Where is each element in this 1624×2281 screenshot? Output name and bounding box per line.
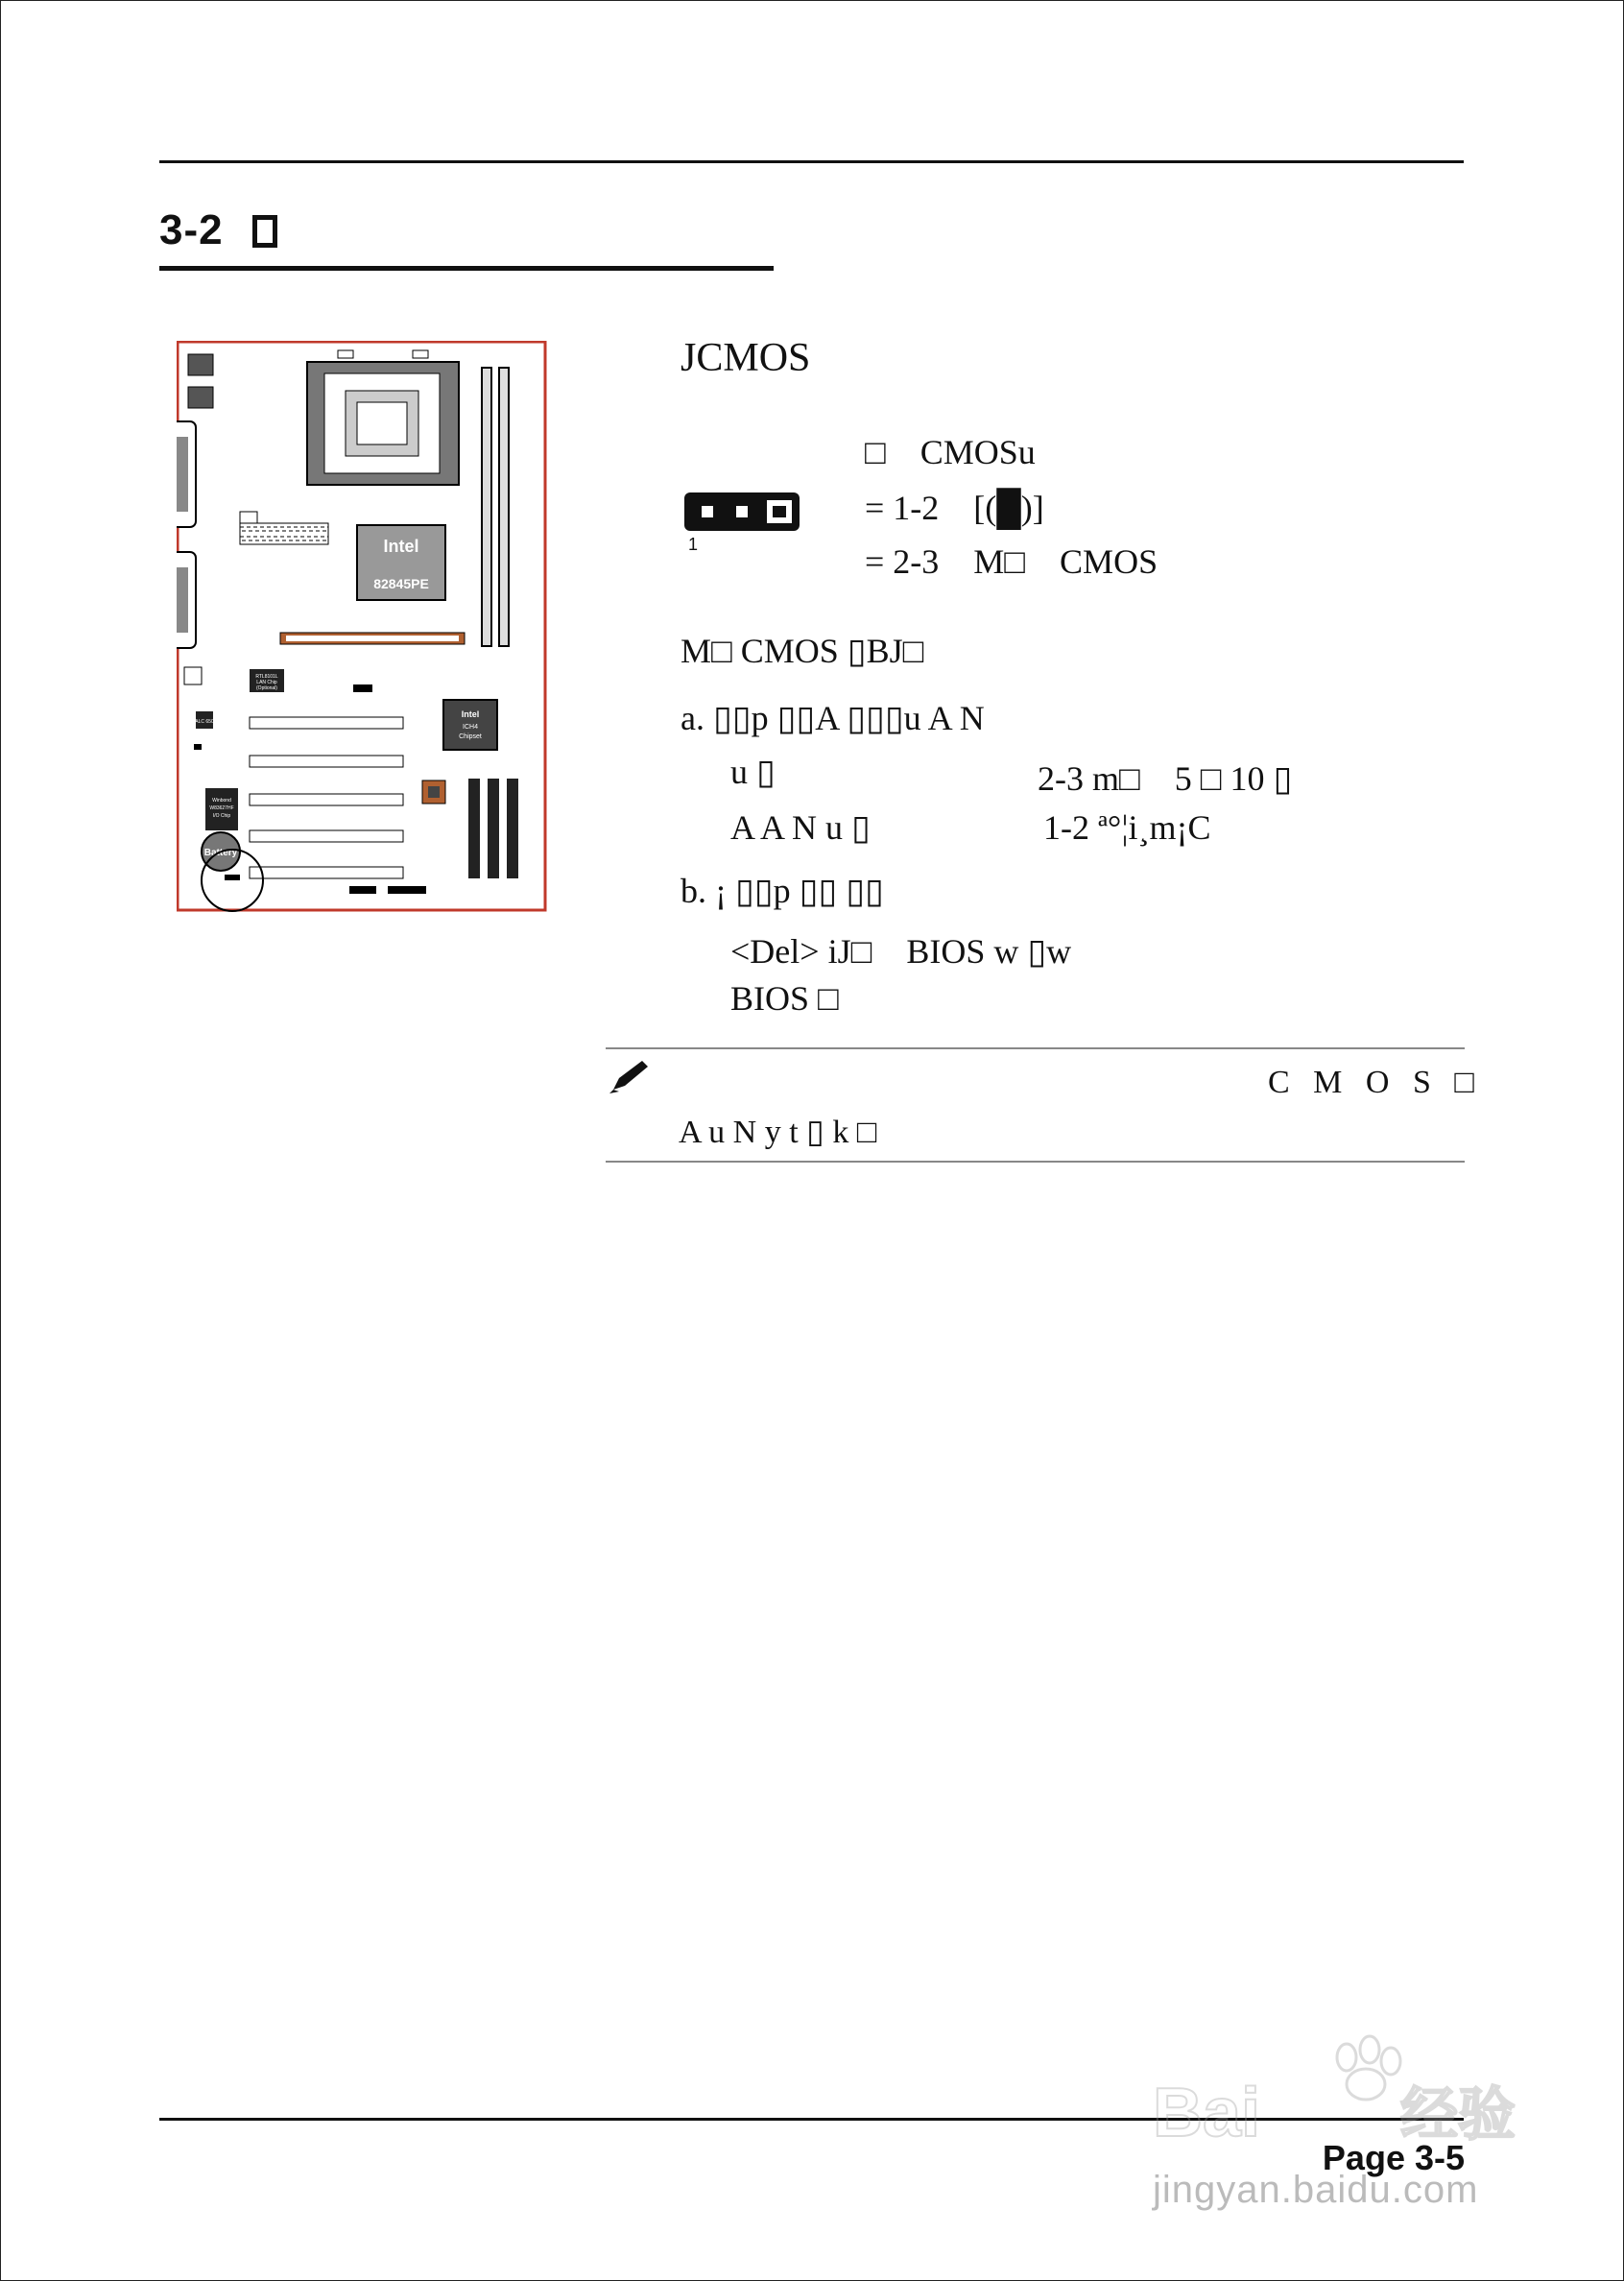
note-line-1: C M O S □ xyxy=(1268,1065,1482,1100)
lan-chip-line3: (Optional) xyxy=(256,685,277,691)
battery-label: Battery xyxy=(203,848,238,858)
setting-line-3: = 2-3 M□ CMOS xyxy=(865,542,1158,581)
step-b-line-1: b. ¡ ▯▯p ▯▯ ▯▯ xyxy=(681,872,884,910)
lan-chip-line2: LAN Chip xyxy=(256,680,277,685)
south-bridge-line3: Chipset xyxy=(459,733,482,740)
io-chip-line1: Winbond xyxy=(212,798,231,804)
step-a-line-2: u ▯ xyxy=(730,753,776,791)
step-a-line-3: 2-3 m□ 5 □ 10 ▯ xyxy=(1038,759,1293,798)
south-bridge-line2: ICH4 xyxy=(463,724,478,731)
step-b-line-3: BIOS □ xyxy=(730,979,839,1018)
note-line-2: A u N y t ▯ k □ xyxy=(679,1115,877,1150)
south-bridge-brand: Intel xyxy=(461,709,480,719)
heading-underline xyxy=(159,266,774,271)
clear-cmos-heading: M□ CMOS ▯BJ□ xyxy=(681,632,924,670)
watermark-brand-cn: 经验 xyxy=(1400,2081,1516,2149)
step-b-line-2: <Del> iJ□ BIOS w ▯w xyxy=(730,932,1072,971)
page-number: Page 3-5 xyxy=(1322,2138,1465,2177)
north-bridge-model: 82845PE xyxy=(373,576,429,591)
header-rule xyxy=(159,160,1464,163)
watermark-brand: Bai xyxy=(1153,2075,1261,2151)
jumper-title: JCMOS xyxy=(681,336,811,380)
io-chip-line3: I/O Chip xyxy=(212,813,231,819)
setting-line-2: = 1-2 [(█)] xyxy=(865,489,1044,527)
setting-line-1: □ CMOSu xyxy=(865,433,1036,471)
north-bridge-brand: Intel xyxy=(383,537,419,556)
section-number: 3-2 xyxy=(159,206,224,253)
lan-chip-line1: RTL8101L xyxy=(255,674,278,680)
watermark-site: jingyan.baidu.com xyxy=(1153,2169,1479,2211)
pencil-icon xyxy=(606,1057,652,1095)
step-a-line-1: a. ▯▯p ▯▯A ▯▯▯u A N xyxy=(681,699,985,737)
motherboard-diagram xyxy=(177,341,547,913)
jumper-pin-one-label: 1 xyxy=(688,535,699,554)
step-a-line-4: A A N u ▯ xyxy=(730,808,871,847)
note-bottom-rule xyxy=(606,1161,1465,1163)
audio-chip-label: ALC 650 xyxy=(195,719,214,725)
section-heading xyxy=(159,206,277,254)
baidu-watermark-logo xyxy=(1153,2029,1537,2153)
note-top-rule xyxy=(606,1047,1465,1049)
jumper-icon xyxy=(682,489,803,535)
section-title-glyph xyxy=(252,215,277,248)
io-chip-line2: W83627HF xyxy=(209,805,234,811)
step-a-line-5: 1-2 ª°¦i¸m¡C xyxy=(1043,808,1211,847)
